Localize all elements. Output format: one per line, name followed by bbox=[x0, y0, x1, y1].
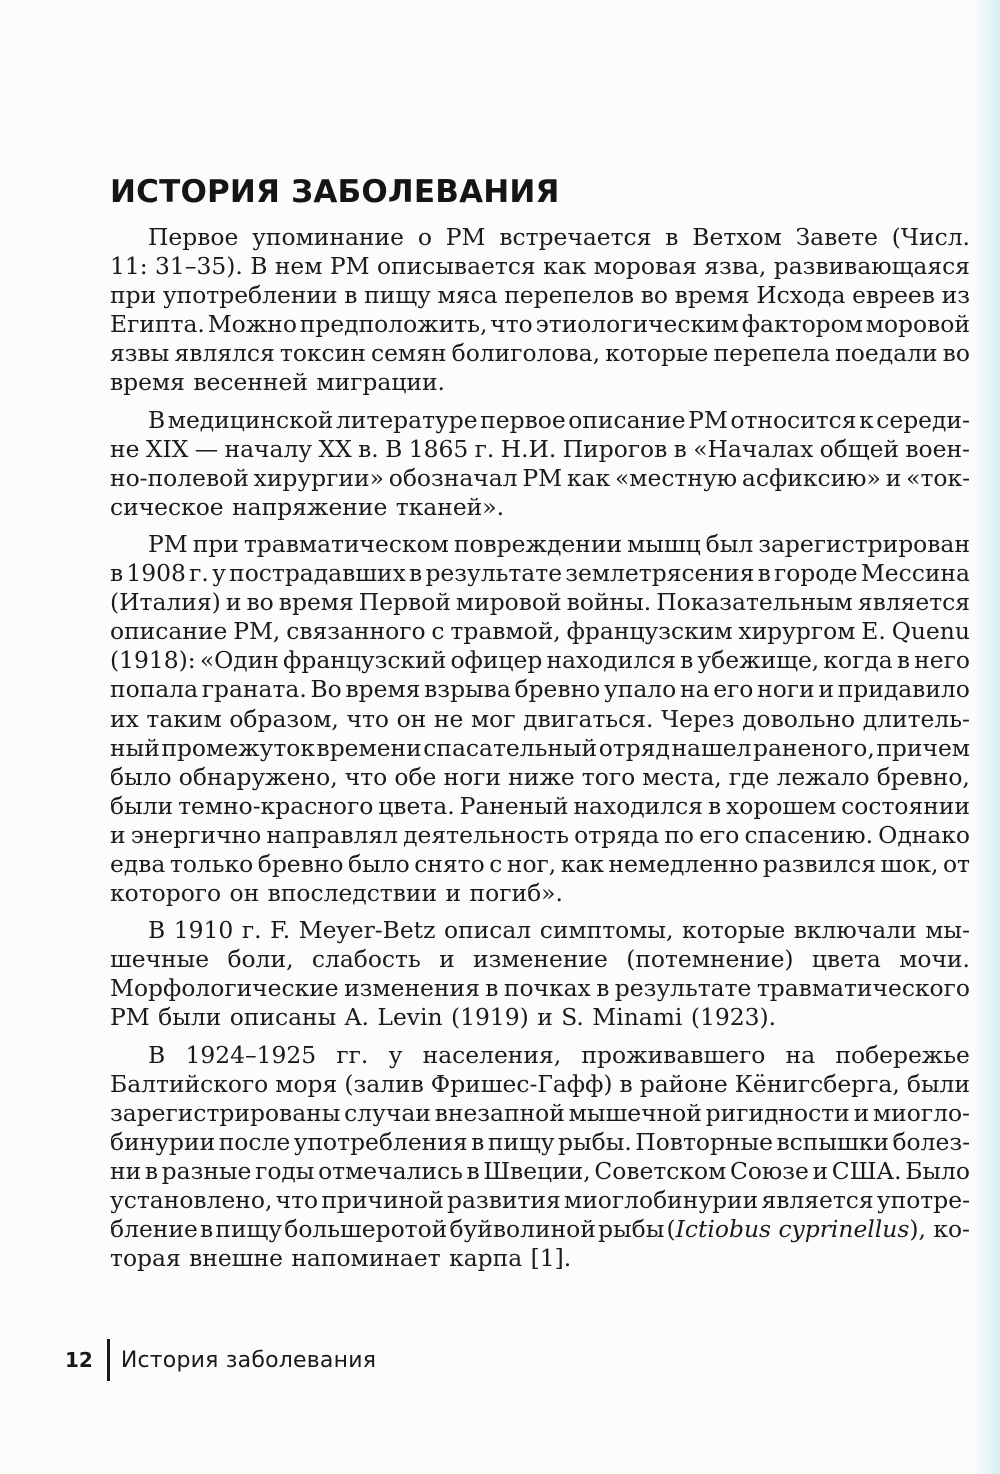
page-footer bbox=[65, 1338, 376, 1382]
paragraph bbox=[110, 406, 970, 522]
text-line: но-полевой хирургии» обозначал РМ как «местную асфиксию» и «ток- bbox=[110, 463, 970, 492]
text-line: ни в разные годы отмечались в Швеции, Советском Союзе и США. Было bbox=[110, 1156, 970, 1185]
text-line: В медицинской литературе первое описание РМ относится к середи- bbox=[148, 405, 970, 434]
paragraph bbox=[110, 916, 970, 1032]
text-line: при употреблении в пищу мяса перепелов во время Исхода евреев из bbox=[110, 281, 970, 310]
text-line: едва только бревно было снято с ног, как немедленно развился шок, от bbox=[110, 849, 970, 878]
paragraph bbox=[110, 1041, 970, 1274]
text-line: сическое напряжение тканей». bbox=[110, 492, 505, 521]
text-line: зарегистрированы случаи внезапной мышечной ригидности и миогло- bbox=[110, 1098, 970, 1127]
text-line: (Италия) и во время Первой мировой войны. Показательным является bbox=[110, 588, 970, 617]
page-edge-shadow bbox=[974, 0, 1000, 1474]
text-line: (1918): «Один французский офицер находился в убежище, когда в него bbox=[110, 646, 970, 675]
text-line: ный промежуток времени спасательный отряд нашел раненого, причем bbox=[110, 733, 970, 762]
text-line: были темно-красного цвета. Раненый находился в хорошем состоянии bbox=[110, 791, 970, 820]
text-line: было обнаружено, что обе ноги ниже того места, где лежало бревно, bbox=[110, 762, 970, 791]
text-line: РМ при травматическом повреждении мышц был зарегистрирован bbox=[148, 529, 970, 558]
text-line: установлено, что причиной развития миоглобинурии является употре- bbox=[110, 1186, 970, 1214]
text-line: бление в пищу большеротой буйволиной рыбы (Ictiobus cyprinellus), ко- bbox=[110, 1215, 970, 1244]
body-text bbox=[110, 223, 970, 1273]
text-line: В 1910 г. F. Meyer-Betz описал симптомы, которые включали мы- bbox=[148, 916, 970, 945]
page-number: 12 bbox=[65, 1348, 93, 1372]
text-line: и энергично направлял деятельность отряда по его спасению. Однако bbox=[110, 820, 970, 849]
species-name: Ictiobus cyprinellus bbox=[675, 1215, 910, 1244]
text-line: Первое упоминание о РМ встречается в Ветхом Завете (Числ. bbox=[148, 223, 970, 251]
text-line: Балтийского моря (залив Фришес-Гафф) в районе Кёнигсберга, были bbox=[110, 1069, 970, 1098]
text-line: РМ были описаны A. Levin (1919) и S. Minami (1923). bbox=[110, 1003, 777, 1032]
paragraph bbox=[110, 530, 970, 908]
text-line: торая внешне напоминает карпа [1]. bbox=[110, 1244, 572, 1273]
text-line: время весенней миграции. bbox=[110, 368, 445, 397]
text-line: Египта. Можно предположить, что этиологическим фактором моровой bbox=[110, 310, 970, 339]
chapter-heading: ИСТОРИЯ ЗАБОЛЕВАНИЯ bbox=[110, 174, 560, 210]
text-line: В 1924–1925 гг. у населения, проживавшего на побережье bbox=[148, 1040, 970, 1069]
text-line: шечные боли, слабость и изменение (потемнение) цвета мочи. bbox=[110, 945, 970, 974]
text-line: попала граната. Во время взрыва бревно упало на его ноги и придавило bbox=[110, 675, 970, 704]
text-line: описание РМ, связанного с травмой, французским хирургом E. Quenu bbox=[110, 617, 970, 646]
paragraph bbox=[110, 223, 970, 398]
text-line: их таким образом, что он не мог двигаться. Через довольно длитель- bbox=[110, 704, 970, 733]
footer-divider bbox=[107, 1339, 110, 1381]
text-line: в 1908 г. у пострадавших в результате землетрясения в городе Мессина bbox=[110, 559, 970, 588]
text-line: бинурии после употребления в пищу рыбы. Повторные вспышки болез- bbox=[110, 1127, 970, 1156]
text-line: 11: 31–35). В нем РМ описывается как моровая язва, развивающаяся bbox=[110, 252, 970, 281]
text-line: язвы являлся токсин семян болиголова, которые перепела поедали во bbox=[110, 339, 970, 368]
running-title: История заболевания bbox=[120, 1347, 377, 1373]
text-line: Морфологические изменения в почках в результате травматического bbox=[110, 974, 970, 1003]
text-line: не XIX — началу XX в. В 1865 г. Н.И. Пирогов в «Началах общей воен- bbox=[110, 434, 970, 463]
text-line: которого он впоследствии и погиб». bbox=[110, 879, 563, 908]
